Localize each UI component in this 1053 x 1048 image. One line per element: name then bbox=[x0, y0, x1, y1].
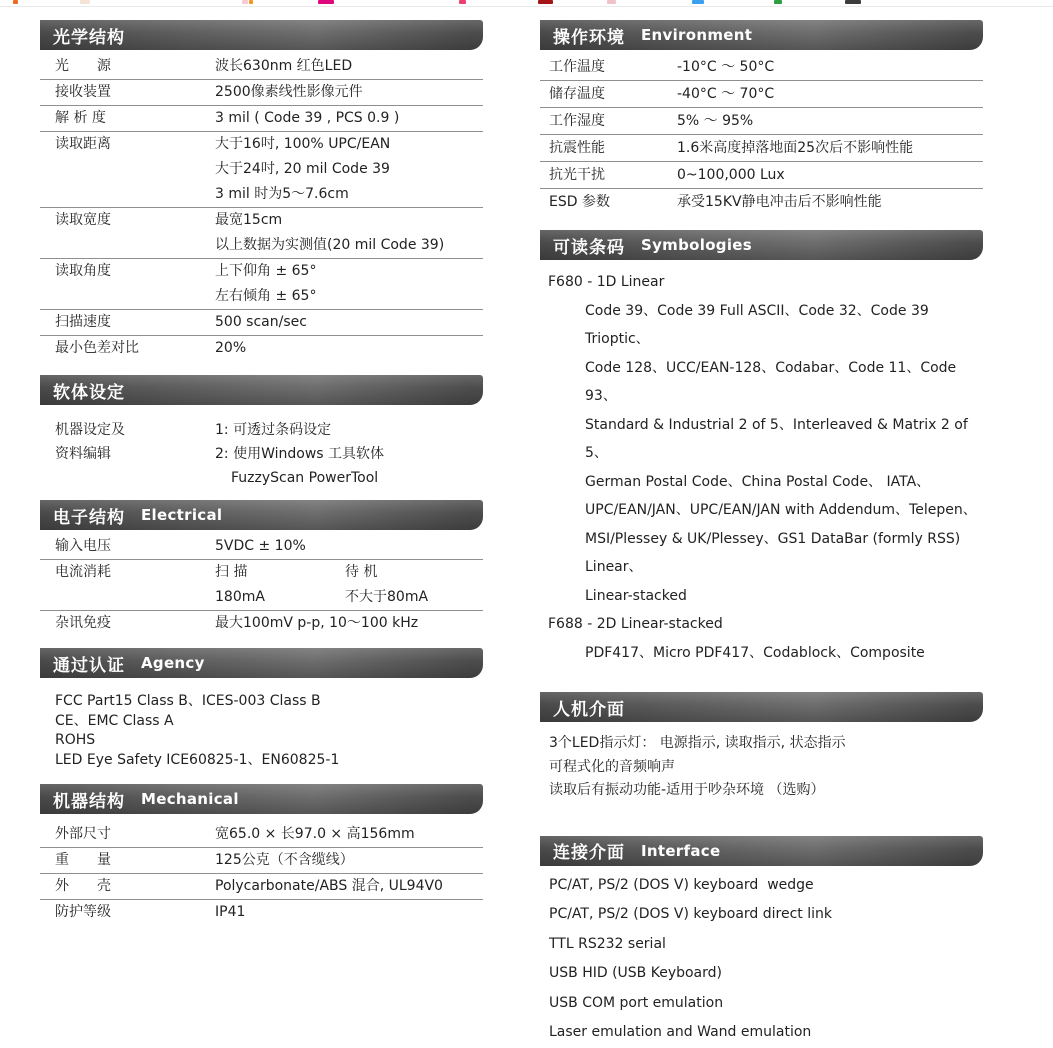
value-line bbox=[215, 585, 483, 610]
table-row bbox=[40, 106, 483, 132]
section-header-agency bbox=[40, 648, 483, 678]
section-title-en: Interface bbox=[641, 841, 721, 860]
favicon-fragment bbox=[845, 0, 861, 4]
text-line: 读取后有振动功能-适用于吵杂环境 （选购） bbox=[549, 782, 825, 798]
row-value bbox=[215, 310, 483, 335]
section-title-zh: 软体设定 bbox=[53, 382, 125, 403]
value-line: 宽65.0 × 长97.0 × 高156mm bbox=[215, 826, 415, 842]
row-value bbox=[215, 259, 483, 309]
table-row bbox=[40, 611, 483, 636]
row-value bbox=[677, 189, 983, 215]
row-label: 读取宽度 bbox=[55, 212, 111, 228]
row-label: 抗光干扰 bbox=[549, 167, 605, 183]
favicon-fragment bbox=[80, 0, 90, 4]
value-line: 3 mil 时为5～7.6cm bbox=[215, 186, 349, 202]
value-line: 0~100,000 Lux bbox=[677, 167, 785, 183]
value-line: 最大100mV p-p, 10～100 kHz bbox=[215, 615, 419, 631]
table-row bbox=[40, 54, 483, 80]
text-line: PDF417、Micro PDF417、Codablock、Composite bbox=[585, 644, 925, 661]
text-line: USB COM port emulation bbox=[549, 994, 724, 1011]
row-label: 光 源 bbox=[55, 58, 111, 74]
row-value bbox=[215, 560, 483, 610]
row-value bbox=[215, 822, 483, 847]
row-value bbox=[215, 80, 483, 105]
section-header-interface bbox=[540, 836, 983, 866]
section-header-software bbox=[40, 375, 483, 405]
row-label: 输入电压 bbox=[55, 538, 111, 554]
value-col-1: 180mA bbox=[215, 589, 265, 605]
table-row bbox=[40, 310, 483, 336]
table-row bbox=[40, 442, 483, 490]
table-row bbox=[540, 108, 983, 135]
table-row bbox=[40, 132, 483, 208]
value-col-1: 扫 描 bbox=[215, 564, 248, 580]
text-line: MSI/Plessey & UK/Plessey、GS1 DataBar (formly RSS) Linear、 bbox=[585, 530, 965, 575]
table-row bbox=[40, 336, 483, 361]
row-value bbox=[677, 162, 983, 188]
value-col-2: 待 机 bbox=[345, 564, 378, 580]
section-title-en: Environment bbox=[641, 26, 753, 44]
row-label: 外部尺寸 bbox=[55, 826, 111, 842]
value-line: 左右倾角 ± 65° bbox=[215, 288, 317, 304]
value-line: -10°C ～ 50°C bbox=[677, 59, 775, 75]
table-row bbox=[540, 54, 983, 81]
value-col-2: 不大于80mA bbox=[345, 589, 429, 605]
section-title-en: Electrical bbox=[141, 506, 223, 524]
section-header-optical bbox=[40, 20, 483, 50]
section-mechanical bbox=[40, 784, 483, 925]
row-label: 机器设定及 bbox=[55, 422, 125, 438]
table-row bbox=[40, 848, 483, 874]
row-label: 读取角度 bbox=[55, 263, 111, 279]
favicon-fragment bbox=[459, 0, 466, 4]
favicon-fragment bbox=[538, 0, 553, 4]
section-title-zh: 通过认证 bbox=[53, 655, 125, 676]
value-line: 以上数据为实测值(20 mil Code 39) bbox=[215, 237, 445, 253]
value-line: 1.6米高度掉落地面25次后不影响性能 bbox=[677, 140, 914, 156]
row-label: 资料编辑 bbox=[55, 446, 111, 462]
section-environment bbox=[540, 20, 983, 215]
row-label: 电流消耗 bbox=[55, 564, 111, 580]
row-value bbox=[215, 418, 483, 442]
section-title-zh: 操作环境 bbox=[553, 27, 625, 48]
row-label: 读取距离 bbox=[55, 136, 111, 152]
spec-table bbox=[40, 534, 483, 636]
text-line: Code 128、UCC/EAN-128、Codabar、Code 11、Code 93、 bbox=[585, 359, 961, 404]
section-lines bbox=[540, 268, 983, 667]
row-label: 储存温度 bbox=[549, 86, 605, 102]
row-label: 杂讯免疫 bbox=[55, 615, 111, 631]
row-value bbox=[215, 442, 483, 490]
spec-table bbox=[40, 54, 483, 361]
value-line: 1: 可透过条码设定 bbox=[215, 422, 332, 438]
row-value bbox=[215, 54, 483, 79]
top-divider bbox=[0, 6, 1053, 7]
value-line: 125公克（不含缆线） bbox=[215, 852, 354, 868]
section-title-zh: 机器结构 bbox=[53, 791, 125, 812]
table-row bbox=[40, 560, 483, 611]
value-line: 5% ～ 95% bbox=[677, 113, 754, 129]
table-row bbox=[40, 900, 483, 925]
favicon-fragment bbox=[249, 0, 253, 4]
row-value bbox=[215, 208, 483, 258]
value-line: Polycarbonate/ABS 混合, UL94V0 bbox=[215, 878, 443, 894]
table-row bbox=[540, 162, 983, 189]
value-line: 20% bbox=[215, 340, 247, 356]
section-title-en: Mechanical bbox=[141, 790, 239, 808]
row-value bbox=[677, 54, 983, 80]
section-title-zh: 人机介面 bbox=[553, 699, 625, 720]
section-software bbox=[40, 375, 483, 490]
section-header-electrical bbox=[40, 500, 483, 530]
section-lines bbox=[540, 871, 983, 1048]
top-strip bbox=[0, 0, 1053, 8]
section-hmi bbox=[540, 692, 983, 803]
favicon-fragment bbox=[318, 0, 334, 4]
value-line: FuzzyScan PowerTool bbox=[231, 470, 379, 486]
section-title-zh: 光学结构 bbox=[53, 27, 125, 48]
table-row bbox=[40, 418, 483, 442]
row-label: 防护等级 bbox=[55, 904, 111, 920]
value-line: 最宽15cm bbox=[215, 212, 283, 228]
text-line: PC/AT, PS/2 (DOS V) keyboard wedge bbox=[549, 876, 814, 893]
section-agency bbox=[40, 648, 483, 770]
table-row bbox=[540, 135, 983, 162]
table-row bbox=[40, 534, 483, 560]
row-label: 抗震性能 bbox=[549, 140, 605, 156]
section-optical bbox=[40, 20, 483, 361]
section-header-environment bbox=[540, 20, 983, 50]
text-line: Linear-stacked bbox=[585, 587, 687, 604]
table-row bbox=[540, 81, 983, 108]
section-header-mechanical bbox=[40, 784, 483, 814]
text-line: F688 - 2D Linear-stacked bbox=[548, 616, 723, 632]
text-line: 3个LED指示灯： 电源指示, 读取指示, 状态指示 bbox=[549, 735, 846, 751]
row-value bbox=[215, 900, 483, 925]
value-line: 波长630nm 红色LED bbox=[215, 58, 353, 74]
value-line: IP41 bbox=[215, 904, 246, 920]
text-line: USB HID (USB Keyboard) bbox=[549, 965, 722, 981]
spec-table bbox=[40, 822, 483, 925]
value-line: 2500像素线性影像元件 bbox=[215, 84, 363, 100]
row-value bbox=[215, 106, 483, 131]
favicon-fragment bbox=[607, 0, 616, 4]
text-line: Code 39、Code 39 Full ASCII、Code 32、Code 39 Trioptic、 bbox=[585, 302, 934, 347]
section-title-zh: 连接介面 bbox=[553, 843, 625, 863]
favicon-fragment bbox=[692, 0, 704, 4]
value-line: 2: 使用Windows 工具软体 bbox=[215, 446, 385, 462]
row-value bbox=[677, 135, 983, 161]
row-value bbox=[215, 611, 483, 636]
table-row bbox=[40, 259, 483, 310]
spec-table bbox=[40, 418, 483, 490]
favicon-fragment bbox=[774, 0, 782, 4]
row-label: 扫描速度 bbox=[55, 314, 111, 330]
value-line: 上下仰角 ± 65° bbox=[215, 263, 317, 279]
table-row bbox=[40, 208, 483, 259]
row-value bbox=[215, 848, 483, 873]
column-right bbox=[540, 20, 983, 1048]
value-line: 500 scan/sec bbox=[215, 314, 307, 330]
value-line bbox=[215, 560, 483, 585]
row-value bbox=[677, 81, 983, 107]
table-row bbox=[540, 189, 983, 215]
column-left bbox=[40, 20, 483, 1048]
section-interface bbox=[540, 836, 983, 1048]
section-title-en: Symbologies bbox=[641, 236, 752, 254]
section-title-zh: 可读条码 bbox=[553, 237, 625, 258]
text-line: Laser emulation and Wand emulation bbox=[549, 1024, 812, 1040]
row-label: 重 量 bbox=[55, 852, 111, 868]
row-label: 解 析 度 bbox=[55, 110, 106, 126]
spec-table bbox=[540, 54, 983, 215]
value-line: 3 mil ( Code 39 , PCS 0.9 ) bbox=[215, 110, 400, 126]
text-line: LED Eye Safety ICE60825-1、EN60825-1 bbox=[55, 751, 340, 768]
favicon-fragment bbox=[13, 0, 18, 4]
section-symbologies bbox=[540, 230, 983, 667]
favicon-fragment bbox=[242, 0, 248, 4]
value-line: 大于24吋, 20 mil Code 39 bbox=[215, 161, 390, 177]
row-value bbox=[677, 108, 983, 134]
text-line: German Postal Code、China Postal Code、 IATA、 bbox=[585, 473, 931, 490]
text-line: UPC/EAN/JAN、UPC/EAN/JAN with Addendum、Telepen、 bbox=[585, 502, 977, 518]
section-lines bbox=[40, 692, 483, 770]
row-label: 最小色差对比 bbox=[55, 340, 139, 356]
row-label: 外 壳 bbox=[55, 878, 111, 894]
section-lines bbox=[540, 732, 983, 803]
text-line: F680 - 1D Linear bbox=[548, 274, 665, 290]
table-row bbox=[40, 874, 483, 900]
value-line: 5VDC ± 10% bbox=[215, 538, 306, 554]
text-line: TTL RS232 serial bbox=[549, 935, 666, 952]
text-line: ROHS bbox=[55, 732, 96, 748]
section-header-hmi bbox=[540, 692, 983, 722]
table-row bbox=[40, 822, 483, 848]
section-header-symbologies bbox=[540, 230, 983, 260]
row-label: 接收装置 bbox=[55, 84, 111, 100]
value-line: -40°C ～ 70°C bbox=[677, 86, 775, 102]
text-line: FCC Part15 Class B、ICES-003 Class B bbox=[55, 693, 321, 709]
text-line: CE、EMC Class A bbox=[55, 712, 174, 729]
table-row bbox=[40, 80, 483, 106]
text-line: PC/AT, PS/2 (DOS V) keyboard direct link bbox=[549, 906, 832, 922]
section-title-en: Agency bbox=[141, 654, 205, 672]
text-line: 可程式化的音频响声 bbox=[549, 758, 675, 775]
row-value bbox=[215, 336, 483, 361]
row-label: ESD 参数 bbox=[549, 194, 610, 210]
text-line: Standard & Industrial 2 of 5、Interleaved & Matrix 2 of 5、 bbox=[585, 416, 973, 461]
row-label: 工作温度 bbox=[549, 59, 605, 75]
value-line: 大于16吋, 100% UPC/EAN bbox=[215, 136, 391, 152]
row-label: 工作湿度 bbox=[549, 113, 605, 129]
row-value bbox=[215, 534, 483, 559]
value-line: 承受15KV静电冲击后不影响性能 bbox=[677, 194, 882, 210]
row-value bbox=[215, 874, 483, 899]
row-value bbox=[215, 132, 483, 207]
section-title-zh: 电子结构 bbox=[53, 507, 125, 528]
section-electrical bbox=[40, 500, 483, 636]
